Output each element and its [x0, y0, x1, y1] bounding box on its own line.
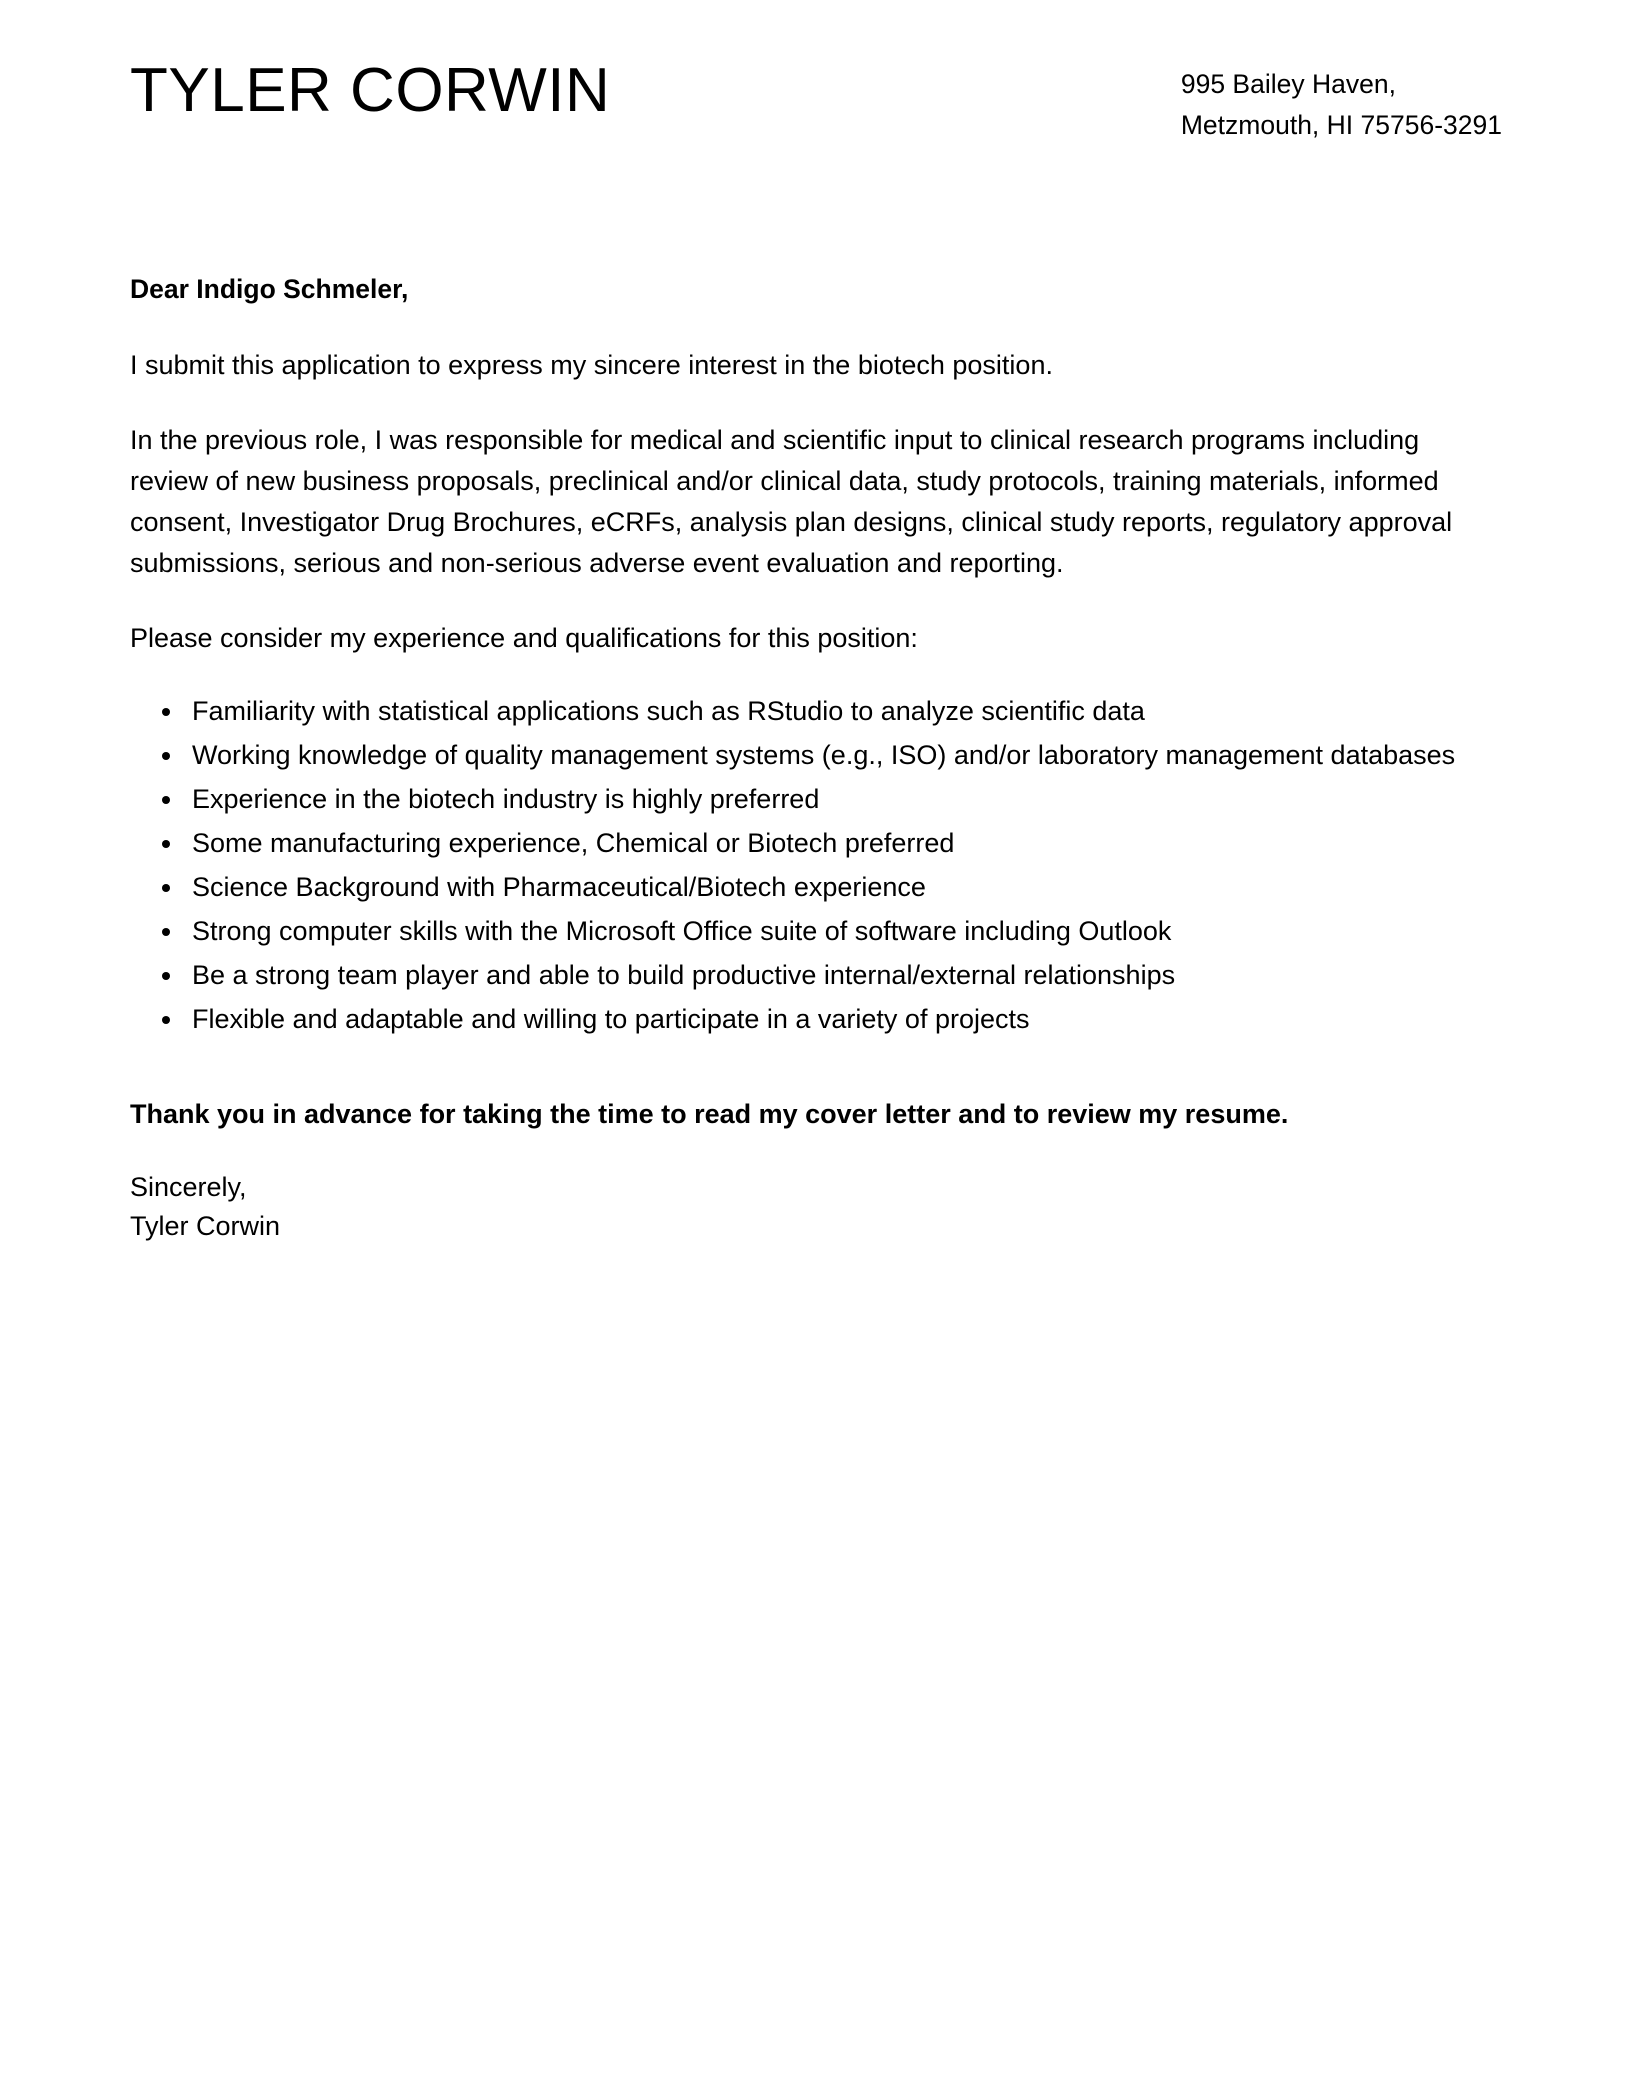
intro-paragraph: I submit this application to express my sincere interest in the biotech position. — [130, 349, 1053, 380]
list-item: Science Background with Pharmaceutical/Biotech experience — [156, 867, 1502, 908]
address-line-1: 995 Bailey Haven, — [1180, 69, 1396, 99]
salutation: Dear Indigo Schmeler, — [130, 274, 409, 305]
letter-body — [130, 270, 1502, 1246]
list-item: Strong computer skills with the Microsoft Office suite of software including Outlook — [156, 911, 1502, 952]
sign-off: Sincerely, — [130, 1172, 247, 1203]
applicant-address — [1181, 52, 1502, 146]
list-item: Familiarity with statistical applications such as RStudio to analyze scientific data — [156, 691, 1502, 732]
signature-name: Tyler Corwin — [130, 1211, 281, 1242]
list-item: Be a strong team player and able to build productive internal/external relationships — [156, 955, 1502, 996]
applicant-name: TYLER CORWIN — [130, 56, 611, 125]
qualifications-lead-in: Please consider my experience and qualifications for this position: — [130, 622, 918, 653]
experience-paragraph: In the previous role, I was responsible for medical and scientific input to clinical research programs including review of new business proposals, preclinical and/or clinical data, study protocols, training materials, informed consent, Investigator Drug Brochures, eCRFs, analysis plan designs, clinical study reports, regulatory approval submissions, serious and non-serious adverse event evaluation and reporting. — [130, 424, 1453, 578]
letter-content — [130, 0, 1502, 1246]
list-item: Experience in the biotech industry is highly preferred — [156, 779, 1502, 820]
closing-statement: Thank you in advance for taking the time to read my cover letter and to review my resume. — [130, 1098, 1289, 1129]
signature-block — [130, 1168, 1502, 1246]
list-item: Some manufacturing experience, Chemical or Biotech preferred — [156, 823, 1502, 864]
letter-header — [130, 0, 1502, 146]
list-item: Flexible and adaptable and willing to participate in a variety of projects — [156, 999, 1502, 1040]
list-item: Working knowledge of quality management systems (e.g., ISO) and/or laboratory management databases — [156, 735, 1502, 776]
address-line-2: Metzmouth, HI 75756-3291 — [1180, 110, 1502, 141]
qualifications-list — [130, 691, 1502, 1040]
